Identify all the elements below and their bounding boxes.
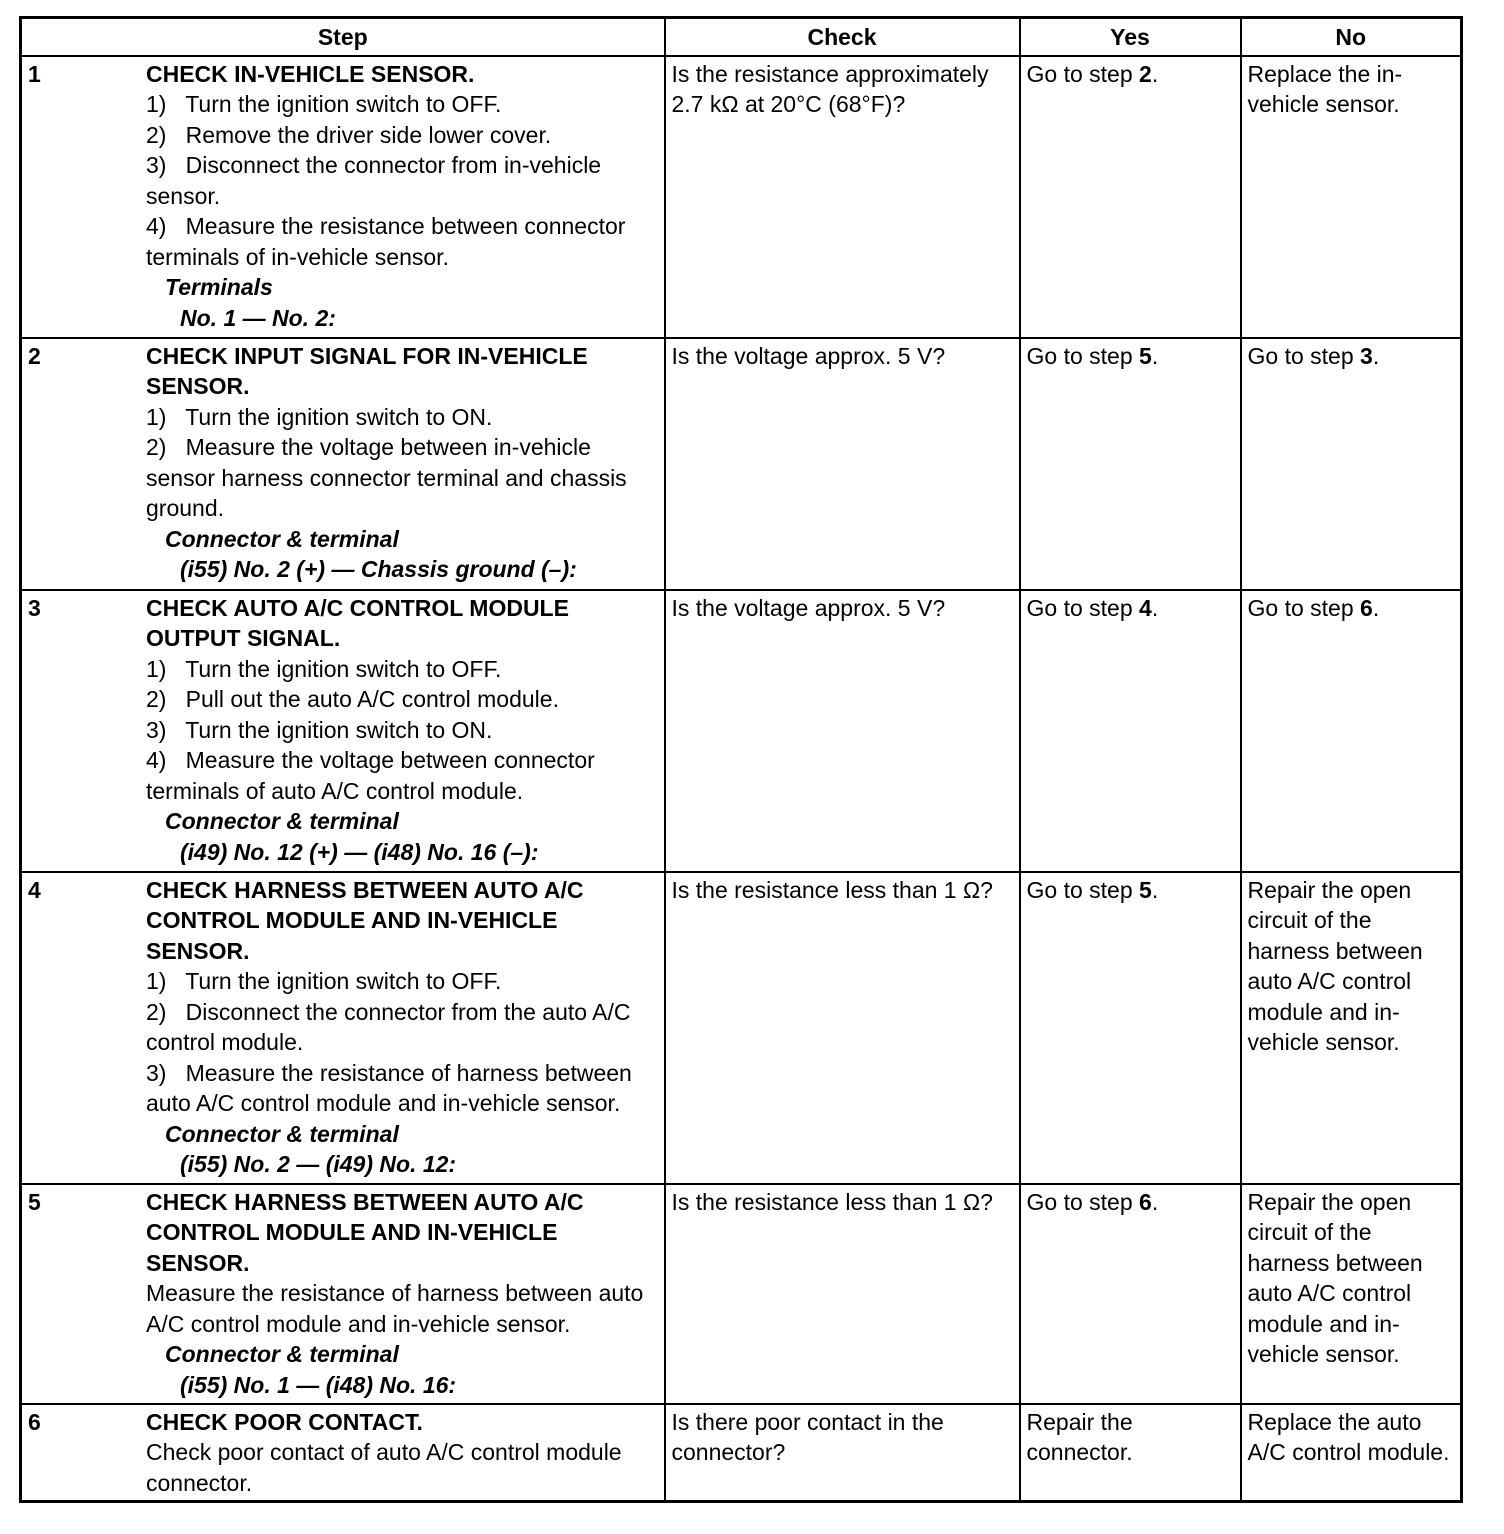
step-instruction: Check poor contact of auto A/C control module connector.	[146, 1439, 622, 1496]
step-instruction: 2) Remove the driver side lower cover.	[146, 121, 552, 148]
header-no: No	[1241, 18, 1462, 56]
step-instruction: 3) Measure the resistance of harness between auto A/C control module and in-vehicle sensor.	[146, 1059, 632, 1116]
table-row	[21, 56, 1462, 338]
step-instruction: 1) Turn the ignition switch to OFF.	[146, 968, 502, 994]
table-row	[21, 1184, 1462, 1404]
table-row	[21, 1404, 1462, 1502]
spec-label: Connector & terminal	[165, 808, 399, 834]
step-instruction: 2) Pull out the auto A/C control module.	[146, 686, 559, 712]
step-instruction: 2) Disconnect the connector from the auto A/C control module.	[146, 998, 631, 1055]
no-text: Go to step	[1247, 342, 1361, 369]
yes-step-ref: 5	[1139, 342, 1152, 369]
step-number: 1	[28, 60, 41, 87]
check-cell: Is the voltage approx. 5 V?	[665, 338, 1020, 590]
step-instruction: 3) Turn the ignition switch to ON.	[146, 716, 493, 743]
step-title: CHECK IN-VEHICLE SENSOR.	[146, 60, 475, 87]
step-instruction: 4) Measure the resistance between connector terminals of in-vehicle sensor.	[146, 213, 626, 270]
step-title: CHECK POOR CONTACT.	[146, 1408, 423, 1435]
step-instruction: 2) Measure the voltage between in-vehicle sensor harness connector terminal and chassis ground.	[146, 434, 627, 521]
table-row	[21, 872, 1462, 1184]
step-title: CHECK HARNESS BETWEEN AUTO A/C CONTROL MODULE AND IN-VEHICLE SENSOR.	[146, 1188, 584, 1276]
no-cell	[1241, 56, 1462, 338]
step-number: 3	[28, 594, 41, 621]
yes-suffix: .	[1151, 342, 1159, 369]
table-row	[21, 590, 1462, 872]
yes-suffix: .	[1151, 1188, 1159, 1215]
step-number: 2	[28, 342, 41, 369]
check-cell: Is the resistance approximately 2.7 kΩ at 20°C (68°F)?	[665, 56, 1020, 338]
step-cell	[21, 1184, 665, 1404]
check-cell: Is the resistance less than 1 Ω?	[665, 872, 1020, 1184]
no-cell	[1241, 872, 1462, 1184]
table-row	[21, 338, 1462, 590]
yes-cell	[1020, 1184, 1241, 1404]
diagnostic-table	[19, 16, 1463, 1503]
yes-suffix: .	[1151, 594, 1159, 621]
spec-label: Connector & terminal	[165, 1341, 399, 1367]
header-check: Check	[665, 18, 1020, 56]
step-number: 6	[28, 1408, 41, 1435]
step-instruction: 3) Disconnect the connector from in-vehicle sensor.	[146, 152, 602, 209]
step-instruction: 4) Measure the voltage between connector terminals of auto A/C control module.	[146, 747, 595, 804]
yes-text: Repair the connector.	[1026, 1408, 1133, 1465]
step-instruction: 1) Turn the ignition switch to OFF.	[146, 655, 502, 682]
spec-label: Terminals	[165, 274, 273, 300]
spec-label: Connector & terminal	[165, 1120, 399, 1147]
no-step-ref: 6	[1360, 594, 1373, 621]
no-text: Repair the open circuit of the harness between auto A/C control module and in-vehicle sensor.	[1247, 1188, 1423, 1367]
spec-value: (i55) No. 2 (+) — Chassis ground (–):	[180, 556, 577, 582]
spec-value: No. 1 — No. 2:	[180, 304, 336, 331]
header-row	[21, 18, 1462, 56]
no-text: Repair the open circuit of the harness between auto A/C control module and in-vehicle sensor.	[1247, 876, 1423, 1055]
yes-text: Go to step	[1026, 342, 1140, 369]
step-cell	[21, 872, 665, 1184]
yes-step-ref: 5	[1139, 876, 1152, 903]
step-title: CHECK HARNESS BETWEEN AUTO A/C CONTROL MODULE AND IN-VEHICLE SENSOR.	[146, 876, 584, 964]
step-instruction: Measure the resistance of harness between auto A/C control module and in-vehicle sensor.	[146, 1280, 644, 1337]
no-suffix: .	[1372, 594, 1380, 621]
no-text: Replace the auto A/C control module.	[1247, 1408, 1450, 1465]
spec-label: Connector & terminal	[165, 525, 399, 552]
no-step-ref: 3	[1360, 342, 1373, 369]
no-cell	[1241, 1404, 1462, 1502]
spec-value: (i49) No. 12 (+) — (i48) No. 16 (–):	[180, 838, 539, 865]
spec-value: (i55) No. 1 — (i48) No. 16:	[180, 1371, 457, 1398]
yes-suffix: .	[1151, 60, 1159, 87]
step-cell	[21, 338, 665, 590]
yes-cell	[1020, 56, 1241, 338]
yes-text: Go to step	[1026, 60, 1140, 87]
yes-step-ref: 4	[1139, 594, 1152, 621]
step-title: CHECK INPUT SIGNAL FOR IN-VEHICLE SENSOR.	[146, 342, 588, 399]
yes-text: Go to step	[1026, 594, 1140, 621]
step-title: CHECK AUTO A/C CONTROL MODULE OUTPUT SIGNAL.	[146, 594, 569, 651]
step-instruction: 1) Turn the ignition switch to OFF.	[146, 91, 502, 117]
no-suffix: .	[1372, 342, 1380, 369]
no-cell	[1241, 590, 1462, 872]
step-cell	[21, 1404, 665, 1502]
yes-cell	[1020, 338, 1241, 590]
no-text: Replace the in-vehicle sensor.	[1247, 60, 1403, 117]
yes-text: Go to step	[1026, 876, 1140, 903]
yes-cell	[1020, 590, 1241, 872]
yes-cell	[1020, 1404, 1241, 1502]
step-number: 5	[28, 1188, 41, 1215]
step-number: 4	[28, 876, 41, 903]
spec-value: (i55) No. 2 — (i49) No. 12:	[180, 1151, 457, 1177]
yes-text: Go to step	[1026, 1188, 1140, 1215]
step-cell	[21, 56, 665, 338]
yes-step-ref: 2	[1139, 60, 1152, 87]
header-yes: Yes	[1020, 18, 1241, 56]
yes-suffix: .	[1151, 876, 1159, 903]
check-cell: Is there poor contact in the connector?	[665, 1404, 1020, 1502]
check-cell: Is the voltage approx. 5 V?	[665, 590, 1020, 872]
no-text: Go to step	[1247, 594, 1361, 621]
no-cell	[1241, 1184, 1462, 1404]
check-cell: Is the resistance less than 1 Ω?	[665, 1184, 1020, 1404]
header-step: Step	[21, 18, 665, 56]
step-cell	[21, 590, 665, 872]
step-instruction: 1) Turn the ignition switch to ON.	[146, 403, 493, 430]
yes-cell	[1020, 872, 1241, 1184]
no-cell	[1241, 338, 1462, 590]
yes-step-ref: 6	[1139, 1188, 1152, 1215]
